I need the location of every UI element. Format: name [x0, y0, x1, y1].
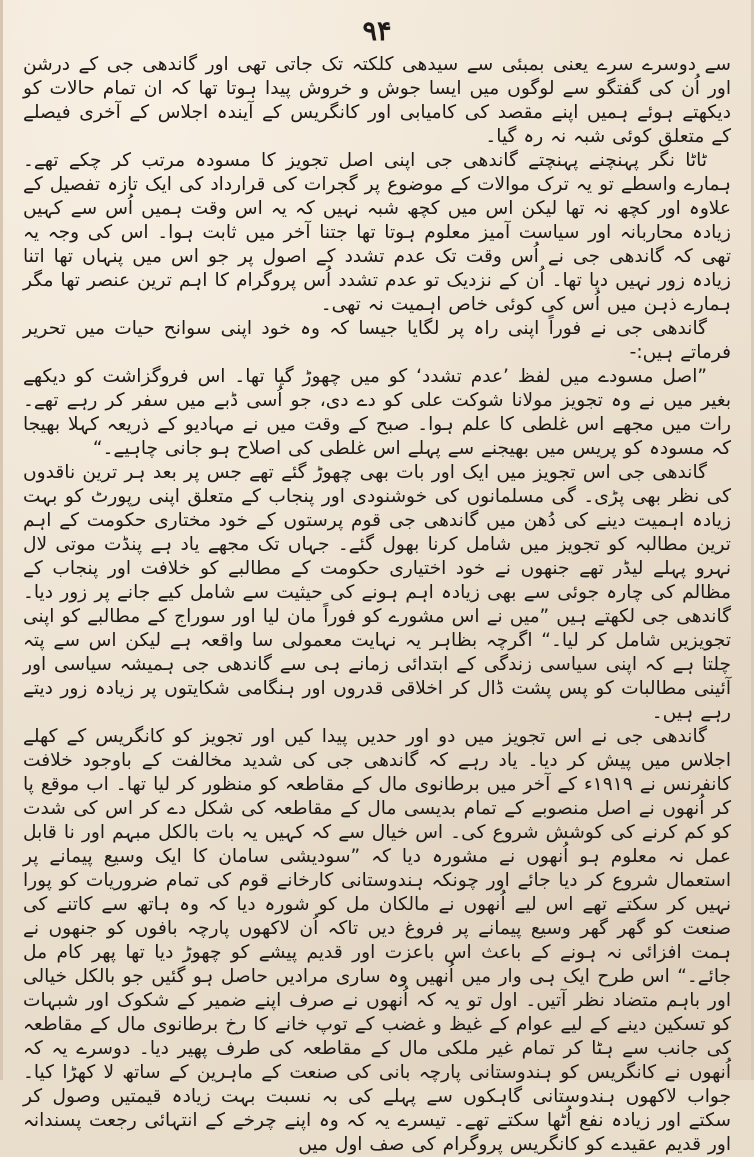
paragraph-3: گاندھی جی نے فوراً اپنی راہ پر لگایا جیسا کہ وہ خود اپنی سوانح حیات میں تحریر فرماتے ہیں:- [23, 318, 731, 363]
paragraph-2: ٹاٹا نگر پہنچنے پہنچتے گاندھی جی اپنی اصل تجویز کا مسودہ مرتب کر چکے تھے۔ ہمارے واسطے تو یہ ترک موالات کے موضوع پر گجرات کی قرارداد کی ایک تازہ تفصیل کے علاوہ اور کچھ نہ تھا لیکن اس میں کچھ شبہ نہیں کہ یہ اس وقت ہمیں اُس سے کہیں زیادہ محاربانہ اور سیاست آمیز معلوم ہوتا تھا جتنا آخر میں ثابت ہوا۔ اس کی وجہ یہ تھی کہ گاندھی جی نے اُس وقت تک عدم تشدد کے اصول پر جو اس میں پنہاں تھا اتنا زیادہ زور نہیں دیا تھا۔ اُن کے نزدیک تو عدم تشدد اُس پروگرام کا اہم ترین عنصر تھا مگر ہمارے ذہن میں اُس کی کوئی خاص اہمیت نہ تھی۔ [23, 150, 731, 315]
paragraph-1: سے دوسرے سرے یعنی بمبئی سے سیدھی کلکتہ تک جاتی تھی اور گاندھی جی کے درشن اور اُن کی گفتگو سے لوگوں میں ایسا جوش و خروش پیدا ہوتا تھا کہ ان تمام حالات کو دیکھتے ہوئے ہمیں اپنے مقصد کی کامیابی اور کانگریس کے آیندہ اجلاس کے آخری فیصلے کے متعلق کوئی شبہ نہ رہ گیا۔ [23, 54, 731, 147]
paragraph-6: گاندھی جی نے اس تجویز میں دو اور حدیں پیدا کیں اور تجویز کو کانگریس کے کھلے اجلاس میں پیش کر دیا۔ یاد رہے کہ گاندھی جی کی شدید مخالفت کے باوجود خلافت کانفرنس نے ۱۹۱۹ء کے آخر میں برطانوی مال کے مقاطعہ کو منظور کر لیا تھا۔ اب موقع پا کر اُنھوں نے اصل منصوبے کے تمام بدیسی مال کے مقاطعہ کی شکل دے کر اس کی شدت کو کم کرنے کی کوشش شروع کی۔ اس خیال سے کہ کہیں یہ بات بالکل مبہم اور نا قابل عمل نہ معلوم ہو اُنھوں نے مشورہ دیا کہ ”سودیشی سامان کا ایک وسیع پیمانے پر استعمال شروع کر دیا جائے اور چونکہ ہندوستانی کارخانے قوم کی تمام ضروریات کو پورا نہیں کر سکتے تھے اس لیے اُنھوں نے مالکان مل کو شورہ دیا کہ وہ ہاتھ سے کاتنے کی صنعت کو گھر گھر وسیع پیمانے پر فروغ دیں تاکہ اُن لاکھوں پارچہ بافوں کو جنھوں نے ہمت افزائی نہ ہونے کے باعث اس باعزت اور قدیم پیشے کو چھوڑ دیا تھا پھر کام مل جائے۔“ اس طرح ایک ہی وار میں اُنھیں وہ ساری مرادیں حاصل ہو گئیں جو بالکل خیالی اور باہم متضاد نظر آتیں۔ اول تو یہ کہ اُنھوں نے صرف اپنے ضمیر کے شکوک اور شبہات کو تسکین دینے کے لیے عوام کے غیظ و غضب کے توپ خانے کا رخ برطانوی مال کے مقاطعہ کی جانب سے ہٹا کر تمام غیر ملکی مال کے مقاطعہ کی طرف پھیر دیا۔ دوسرے یہ کہ اُنھوں نے کانگریس کو ہندوستانی پارچہ بانی کی صنعت کے ماہرین کے ساتھ لا کھڑا کیا۔ جواب لاکھوں ہندوستانی گاہکوں سے پہلے کی بہ نسبت بہت زیادہ قیمتیں وصول کر سکتے اور زیادہ نفع اُٹھا سکتے تھے۔ تیسرے یہ کہ وہ اپنے چرخے کے انتہائی رجعت پسندانہ اور قدیم عقیدے کو کانگریس پروگرام کی صف اول میں [23, 726, 731, 1155]
quotation-paragraph: ”اصل مسودے میں لفظ ’عدم تشدد‘ کو میں چھوڑ گیا تھا۔ اس فروگزاشت کو دیکھے بغیر میں نے وہ تجویز مولانا شوکت علی کو دے دی، جو اُسی ڈبے میں سفر کر رہے تھے۔ رات میں مجھے اس غلطی کا علم ہوا۔ صبح کے وقت میں نے مہادیو کے ذریعہ کہلا بھیجا کہ مسودہ کو پریس میں بھیجنے سے پہلے اس غلطی کی اصلاح ہو جانی چاہیے۔“ [23, 366, 731, 459]
page-body [23, 53, 731, 1157]
paragraph-5: گاندھی جی اس تجویز میں ایک اور بات بھی چھوڑ گئے تھے جس پر بعد ہر ترین ناقدوں کی نظر بھی پڑی۔ گی مسلمانوں کی خوشنودی اور پنجاب کے متعلق اپنی رپورٹ کو بہت زیادہ اہمیت دینے کی دُھن میں گاندھی جی قوم پرستوں کے خود مختاری حکومت کے اہم ترین مطالبہ کو تجویز میں شامل کرنا بھول گئے۔ جہاں تک مجھے یاد ہے پنڈت موتی لال نہرو پہلے لیڈر تھے جنھوں نے خود اختیاری حکومت کے مطالبے کو خلافت اور پنجاب کے مظالم کی چارہ جوئی سے بھی زیادہ اہم ہونے کی حیثیت سے شامل کیے جانے پر زور دیا۔ گاندھی جی لکھتے ہیں ”میں نے اس مشورے کو فوراً مان لیا اور سوراج کے مطالبے کو اپنی تجویزیں شامل کر لیا۔“ اگرچہ بظاہر یہ نہایت معمولی سا واقعہ ہے لیکن اس سے پتہ چلتا ہے کہ اپنی سیاسی زندگی کے ابتدائی زمانے ہی سے گاندھی جی ہمیشہ سیاسی اور آئینی مطالبات کو پس پشت ڈال کر اخلاقی قدروں اور ہنگامی شکایتوں پر زیادہ زور دیتے رہے ہیں۔ [23, 462, 731, 723]
page-number: ۹۴ [362, 16, 392, 47]
